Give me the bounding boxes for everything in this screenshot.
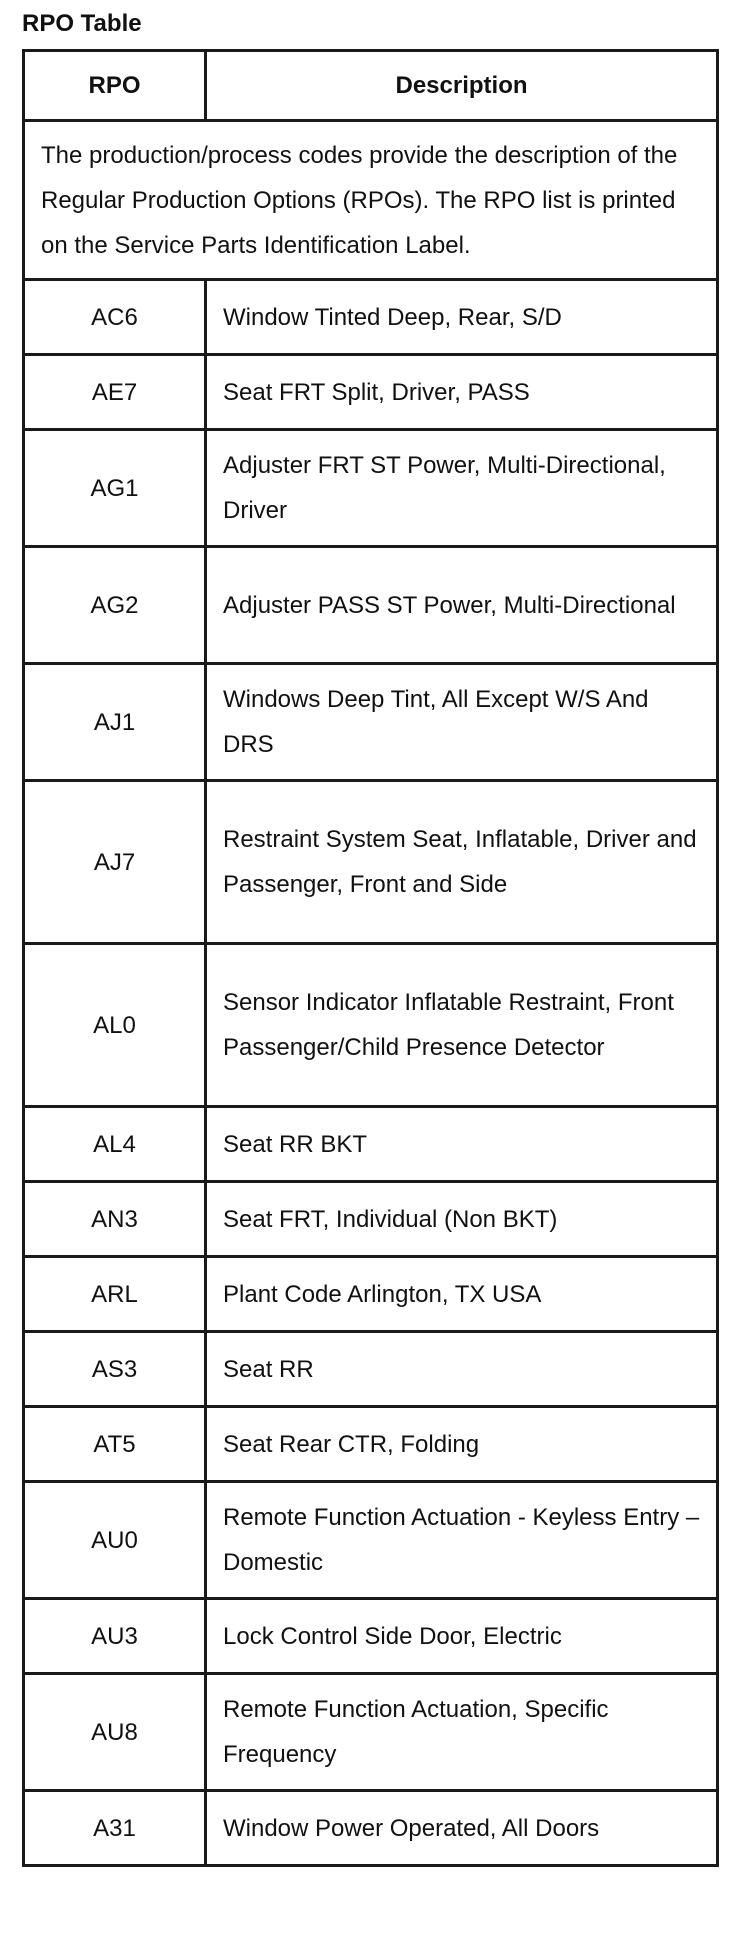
rpo-code: A31	[24, 1791, 206, 1866]
column-header-description: Description	[206, 51, 718, 121]
rpo-description: Sensor Indicator Inflatable Restraint, Front Passenger/Child Presence Detector	[206, 944, 718, 1107]
rpo-description: Lock Control Side Door, Electric	[206, 1599, 718, 1674]
rpo-description: Remote Function Actuation, Specific Frequency	[206, 1674, 718, 1791]
rpo-description: Remote Function Actuation - Keyless Entry – Domestic	[206, 1482, 718, 1599]
table-row	[24, 355, 718, 430]
table-row	[24, 547, 718, 664]
rpo-description: Seat RR	[206, 1332, 718, 1407]
table-row	[24, 430, 718, 547]
table-header-row	[24, 51, 718, 121]
table-row	[24, 1257, 718, 1332]
table-row	[24, 1791, 718, 1866]
rpo-description: Adjuster PASS ST Power, Multi-Directional	[206, 547, 718, 664]
rpo-code: AG2	[24, 547, 206, 664]
rpo-code: AU3	[24, 1599, 206, 1674]
table-row	[24, 1182, 718, 1257]
rpo-code: AE7	[24, 355, 206, 430]
table-row	[24, 1107, 718, 1182]
rpo-description: Seat RR BKT	[206, 1107, 718, 1182]
rpo-table	[22, 49, 719, 1867]
rpo-code: AC6	[24, 280, 206, 355]
page-title: RPO Table	[22, 10, 142, 37]
rpo-description: Adjuster FRT ST Power, Multi-Directional, Driver	[206, 430, 718, 547]
table-row	[24, 664, 718, 781]
rpo-code: AS3	[24, 1332, 206, 1407]
rpo-code: AL4	[24, 1107, 206, 1182]
rpo-code: AG1	[24, 430, 206, 547]
column-header-rpo: RPO	[24, 51, 206, 121]
rpo-code: ARL	[24, 1257, 206, 1332]
rpo-description: Restraint System Seat, Inflatable, Driver and Passenger, Front and Side	[206, 781, 718, 944]
rpo-description: Seat FRT Split, Driver, PASS	[206, 355, 718, 430]
table-row	[24, 1407, 718, 1482]
rpo-description: Plant Code Arlington, TX USA	[206, 1257, 718, 1332]
rpo-code: AJ1	[24, 664, 206, 781]
rpo-description: Seat FRT, Individual (Non BKT)	[206, 1182, 718, 1257]
rpo-code: AN3	[24, 1182, 206, 1257]
table-row	[24, 1332, 718, 1407]
table-row	[24, 1674, 718, 1791]
table-row	[24, 1599, 718, 1674]
intro-row	[24, 121, 718, 280]
rpo-code: AT5	[24, 1407, 206, 1482]
rpo-code: AU0	[24, 1482, 206, 1599]
table-intro-text: The production/process codes provide the description of the Regular Production Options (RPOs). The RPO list is printed on the Service Parts Identification Label.	[24, 121, 718, 280]
rpo-description: Window Power Operated, All Doors	[206, 1791, 718, 1866]
rpo-description: Window Tinted Deep, Rear, S/D	[206, 280, 718, 355]
rpo-code: AU8	[24, 1674, 206, 1791]
rpo-description: Windows Deep Tint, All Except W/S And DRS	[206, 664, 718, 781]
table-row	[24, 781, 718, 944]
table-row	[24, 1482, 718, 1599]
rpo-code: AL0	[24, 944, 206, 1107]
rpo-description: Seat Rear CTR, Folding	[206, 1407, 718, 1482]
rpo-code: AJ7	[24, 781, 206, 944]
table-row	[24, 280, 718, 355]
table-row	[24, 944, 718, 1107]
